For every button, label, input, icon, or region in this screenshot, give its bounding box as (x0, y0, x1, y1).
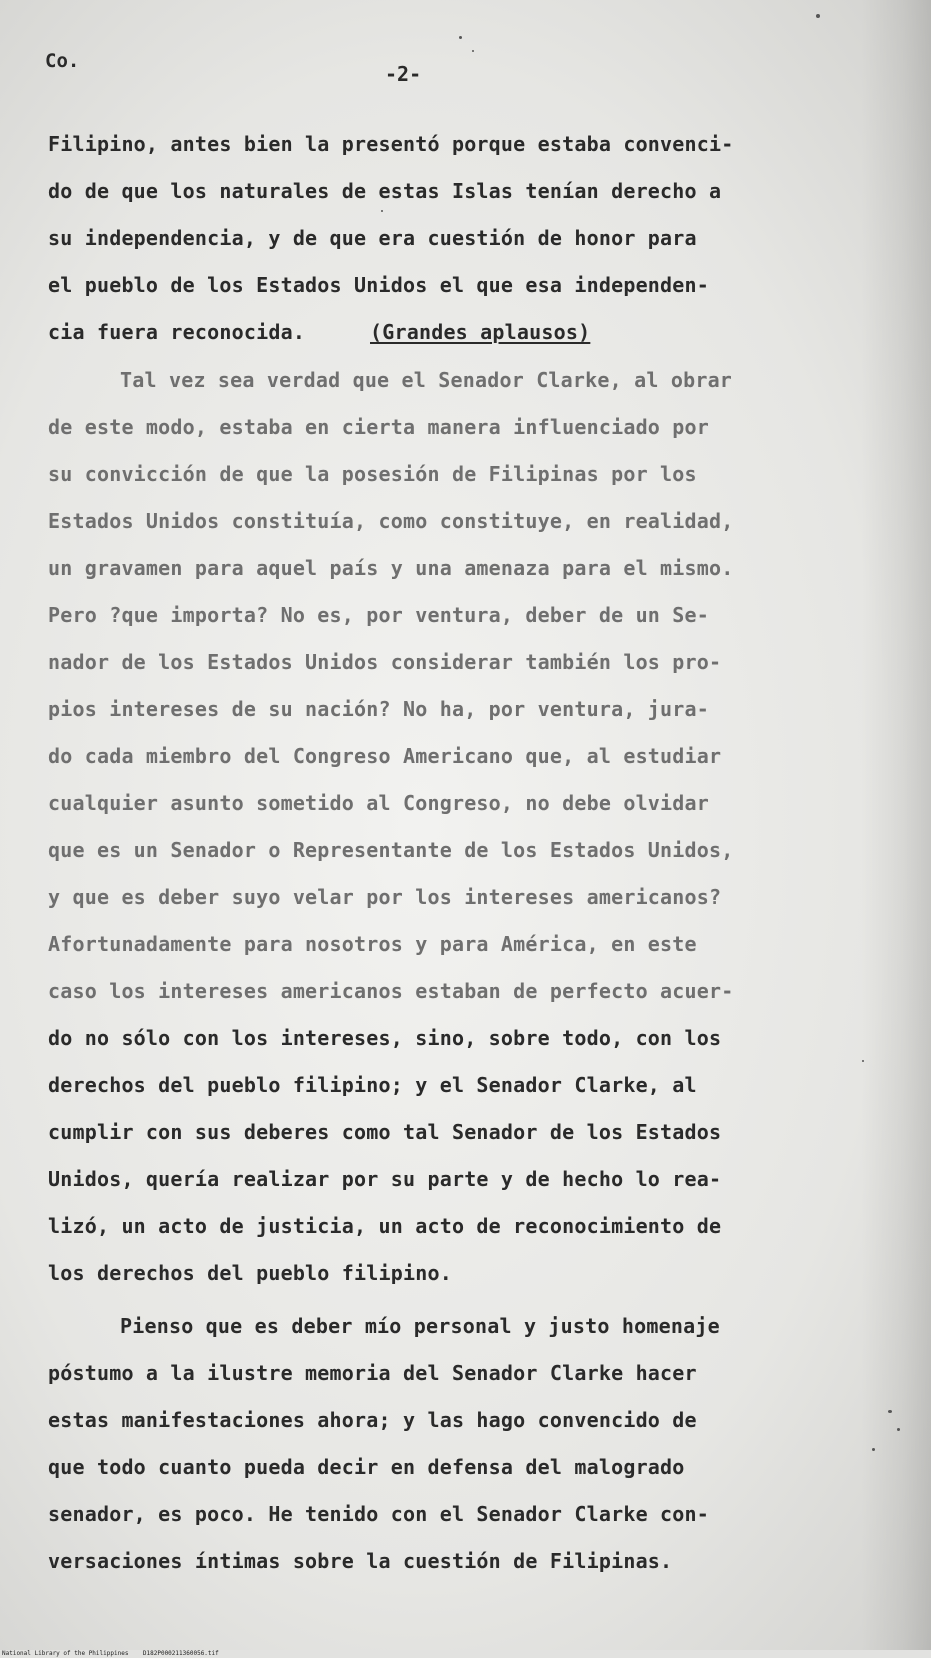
text-line: nador de los Estados Unidos considerar también los pro- (48, 650, 722, 674)
text-line: que es un Senador o Representante de los Estados Unidos, (48, 838, 734, 862)
text-line: el pueblo de los Estados Unidos el que esa independen- (48, 273, 710, 297)
page-number: -2- (385, 62, 422, 86)
text-line: Unidos, quería realizar por su parte y de hecho lo rea- (48, 1167, 722, 1191)
paper-speck (381, 210, 383, 212)
text-line: Filipino, antes bien la presentó porque estaba convenci- (48, 132, 734, 156)
paper-speck (862, 1060, 864, 1062)
text-line: de este modo, estaba en cierta manera influenciado por (48, 415, 710, 439)
scan-footer (2, 1650, 219, 1657)
library-credit: National Library of the Philippines (2, 1650, 129, 1657)
page-edge-shadow (861, 0, 931, 1650)
text-line: su independencia, y de que era cuestión de honor para (48, 226, 697, 250)
text-line: que todo cuanto pueda decir en defensa del malogrado (48, 1455, 685, 1479)
text-line: cumplir con sus deberes como tal Senador de los Estados (48, 1120, 722, 1144)
text-line: cualquier asunto sometido al Congreso, no debe olvidar (48, 791, 710, 815)
text-line: versaciones íntimas sobre la cuestión de Filipinas. (48, 1549, 673, 1573)
paper-speck (472, 50, 474, 52)
text-line: póstumo a la ilustre memoria del Senador Clarke hacer (48, 1361, 697, 1385)
paper-speck (459, 36, 462, 39)
applause-note: (Grandes aplausos) (370, 320, 591, 344)
text-line: su convicción de que la posesión de Filipinas por los (48, 462, 697, 486)
text-line: los derechos del pueblo filipino. (48, 1261, 452, 1285)
text-line: Pienso que es deber mío personal y justo homenaje (120, 1314, 720, 1338)
text-line: cia fuera reconocida. (48, 320, 306, 344)
text-line: do cada miembro del Congreso Americano que, al estudiar (48, 744, 722, 768)
header-mark: Co. (45, 50, 80, 72)
text-line: senador, es poco. He tenido con el Senador Clarke con- (48, 1502, 710, 1526)
text-line: do no sólo con los intereses, sino, sobre todo, con los (48, 1026, 722, 1050)
text-line: Estados Unidos constituía, como constituye, en realidad, (48, 509, 734, 533)
text-line: un gravamen para aquel país y una amenaza para el mismo. (48, 556, 734, 580)
paper-speck (816, 14, 820, 18)
file-id: D182P000211360056.tif (142, 1650, 219, 1657)
text-line: caso los intereses americanos estaban de perfecto acuer- (48, 979, 734, 1003)
paper-speck (897, 1428, 900, 1431)
text-line: Pero ?que importa? No es, por ventura, deber de un Se- (48, 603, 710, 627)
text-line: estas manifestaciones ahora; y las hago convencido de (48, 1408, 697, 1432)
text-line: derechos del pueblo filipino; y el Senador Clarke, al (48, 1073, 697, 1097)
text-line: pios intereses de su nación? No ha, por ventura, jura- (48, 697, 710, 721)
text-line: do de que los naturales de estas Islas tenían derecho a (48, 179, 722, 203)
paper-speck (888, 1410, 892, 1413)
text-line: y que es deber suyo velar por los intereses americanos? (48, 885, 722, 909)
paper-speck (872, 1448, 875, 1451)
text-line: lizó, un acto de justicia, un acto de reconocimiento de (48, 1214, 722, 1238)
text-line: Tal vez sea verdad que el Senador Clarke, al obrar (120, 368, 733, 392)
text-line: Afortunadamente para nosotros y para América, en este (48, 932, 697, 956)
